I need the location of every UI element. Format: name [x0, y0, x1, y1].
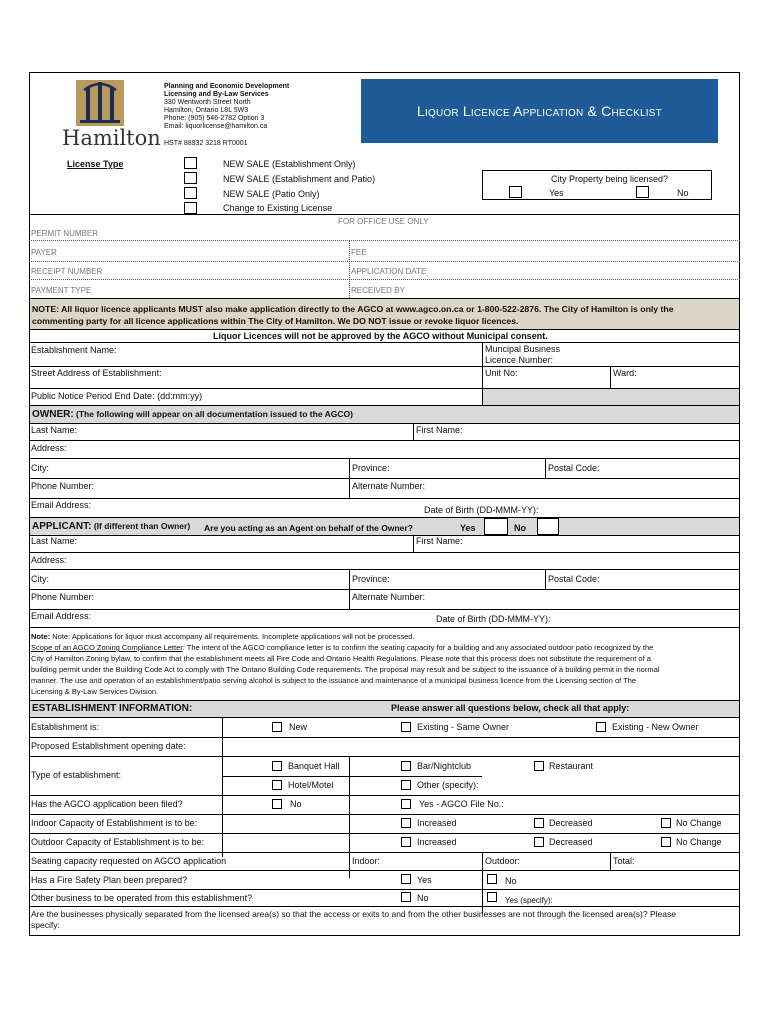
- applicant-last-name-label: Last Name:: [31, 536, 78, 546]
- applicant-first-name-label: First Name:: [416, 536, 463, 546]
- city-property-no-label: No: [677, 188, 689, 198]
- fire-plan-yes-label: Yes: [417, 875, 432, 885]
- title-banner: [361, 79, 718, 143]
- owner-dob-label: Date of Birth (DD-MMM-YY):: [424, 505, 539, 515]
- agco-filed-yes-label: Yes - AGCO File No.:: [419, 799, 504, 809]
- applicant-phone-label: Phone Number:: [31, 592, 95, 602]
- owner-postal-label: Postal Code:: [548, 463, 600, 473]
- office-use-heading: FOR OFFICE USE ONLY: [338, 217, 429, 226]
- other-business-no-label: No: [417, 893, 429, 903]
- seating-capacity-label: Seating capacity requested on AGCO application: [31, 856, 227, 866]
- agent-no-label: No: [514, 523, 526, 533]
- owner-email-label: Email Address:: [31, 500, 92, 510]
- outdoor-capacity-label: Outdoor Capacity of Establishment is to be:: [31, 837, 205, 847]
- checkbox-agco-filed-yes[interactable]: [401, 799, 411, 809]
- checkbox-existing-same-owner[interactable]: [401, 722, 411, 732]
- municipal-licence-label-2: Licence Number:: [485, 355, 554, 365]
- checkbox-indoor-increased[interactable]: [401, 818, 411, 828]
- license-option-1: NEW SALE (Establishment Only): [223, 159, 356, 169]
- owner-alt-number-label: Alternate Number:: [352, 481, 426, 491]
- owner-heading: OWNER: (The following will appear on all documentation issued to the AGCO): [32, 409, 353, 420]
- outdoor-decreased-label: Decreased: [549, 837, 593, 847]
- indoor-no-change-label: No Change: [676, 818, 722, 828]
- separated-question-line-2: specify:: [31, 920, 60, 930]
- owner-province-label: Province:: [352, 463, 390, 473]
- existing-new-owner-label: Existing - New Owner: [612, 722, 699, 732]
- applicant-address-label: Address:: [31, 555, 67, 565]
- checkbox-bar-nightclub[interactable]: [401, 761, 411, 771]
- checkbox-other-business-no[interactable]: [401, 892, 411, 902]
- payer-label: PAYER: [31, 248, 57, 257]
- applicant-email-label: Email Address:: [31, 611, 92, 621]
- city-property-yes-label: Yes: [549, 188, 564, 198]
- owner-first-name-label: First Name:: [416, 425, 463, 435]
- checkbox-city-property-yes[interactable]: [509, 186, 522, 198]
- notes-line-5: manner. The use and operation of an establishment/patio serving alcohol is subject to the issuance and maintenance of a municipal business licence from the Licensing section of The: [31, 676, 637, 685]
- outdoor-increased-label: Increased: [417, 837, 457, 847]
- outdoor-no-change-label: No Change: [676, 837, 722, 847]
- applicant-province-label: Province:: [352, 574, 390, 584]
- opening-date-label: Proposed Establishment opening date:: [31, 741, 186, 751]
- existing-same-owner-label: Existing - Same Owner: [417, 722, 510, 732]
- owner-address-label: Address:: [31, 443, 67, 453]
- checkbox-fire-plan-no[interactable]: [487, 874, 497, 884]
- notes-line-6: Licensing & By-Law Services Division.: [31, 687, 159, 696]
- checkbox-outdoor-increased[interactable]: [401, 837, 411, 847]
- license-option-2: NEW SALE (Establishment and Patio): [223, 174, 376, 184]
- agent-question: Are you acting as an Agent on behalf of the Owner?: [204, 523, 413, 533]
- bar-nightclub-label: Bar/Nightclub: [417, 761, 472, 771]
- license-type-label: License Type: [67, 159, 124, 169]
- logo-wordmark: Hamilton: [62, 126, 161, 150]
- checkbox-new-sale-patio[interactable]: [184, 187, 197, 199]
- unit-no-label: Unit No:: [485, 368, 518, 378]
- checkbox-other-type[interactable]: [401, 780, 411, 790]
- dept-phone: Phone: (905) 546-2782 Option 3: [164, 115, 265, 122]
- public-notice-shaded: [483, 389, 739, 405]
- received-by-label: RECEIVED BY: [351, 286, 405, 295]
- applicant-dob-label: Date of Birth (DD-MMM-YY):: [436, 614, 551, 624]
- other-business-yes-label: Yes (specify):: [505, 896, 553, 905]
- note-line-1: NOTE: All liquor licence applicants MUST also make application directly to the AGCO at www.agco.on.ca or 1-800-522-2876. The City of Hamilton is only the: [32, 304, 674, 314]
- fee-label: FEE: [351, 248, 367, 257]
- fire-plan-no-label: No: [505, 876, 517, 886]
- notes-line-4: building permit under the Building Code Act to comply with The Ontario Building Code requirements. The proposal may result and be subject to the issuance of a building permit in the normal: [31, 665, 660, 674]
- payment-type-label: PAYMENT TYPE: [31, 286, 92, 295]
- hotel-motel-label: Hotel/Motel: [288, 780, 334, 790]
- license-option-3: NEW SALE (Patio Only): [223, 189, 320, 199]
- applicant-postal-label: Postal Code:: [548, 574, 600, 584]
- checkbox-outdoor-decreased[interactable]: [534, 837, 544, 847]
- note-line-3: Liquor Licences will not be approved by the AGCO without Municipal consent.: [213, 331, 548, 341]
- municipal-licence-label-1: Muncipal Business: [485, 344, 561, 354]
- agco-filed-label: Has the AGCO application been filed?: [31, 799, 183, 809]
- checkbox-new-sale-est-patio[interactable]: [184, 172, 197, 184]
- checkbox-fire-plan-yes[interactable]: [401, 874, 411, 884]
- agent-yes-label: Yes: [460, 523, 476, 533]
- checkbox-restaurant[interactable]: [534, 761, 544, 771]
- dept-name: Planning and Economic Development: [164, 83, 290, 90]
- owner-last-name-label: Last Name:: [31, 425, 78, 435]
- owner-city-label: City:: [31, 463, 49, 473]
- page-title: Liquor Licence Application & Checklist: [417, 103, 662, 119]
- establishment-is-label: Establishment is:: [31, 722, 100, 732]
- hamilton-crest-icon: [56, 76, 154, 132]
- applicant-alt-number-label: Alternate Number:: [352, 592, 426, 602]
- owner-phone-label: Phone Number:: [31, 481, 95, 491]
- est-info-instruction: Please answer all questions below, check all that apply:: [391, 703, 630, 713]
- notes-line-3: City of Hamilton Zoning bylaw, to confirm that the establishment meets all Fire Code and Ontario Health Regulations. Please note that this process does not substitute the requirement of a: [31, 654, 651, 663]
- street-address-label: Street Address of Establishment:: [31, 368, 162, 378]
- checkbox-existing-new-owner[interactable]: [596, 722, 606, 732]
- seating-indoor-label: Indoor:: [352, 856, 381, 866]
- new-label: New: [289, 722, 308, 732]
- fire-safety-plan-label: Has a Fire Safety Plan been prepared?: [31, 875, 188, 885]
- city-property-question: City Property being licensed?: [551, 174, 669, 184]
- division-name: Licensing and By-Law Services: [164, 91, 269, 98]
- checkbox-agent-no[interactable]: [537, 518, 559, 535]
- seating-total-label: Total:: [613, 856, 635, 866]
- checkbox-indoor-no-change[interactable]: [661, 818, 671, 828]
- note-line-2: commenting party for all licence applications within The City of Hamilton. We DO NOT issue or revoke liquor licences.: [32, 316, 519, 326]
- checkbox-change-existing[interactable]: [184, 202, 197, 214]
- checkbox-other-business-yes[interactable]: [487, 892, 497, 902]
- checkbox-banquet-hall[interactable]: [272, 761, 282, 771]
- notes-line-2: Scope of an AGCO Zoning Compliance Letter: The intent of the AGCO compliance letter is to confirm the seating capacity for a building and any associated outdoor patio recognized by the: [31, 643, 654, 652]
- agco-filed-no-label: No: [290, 799, 302, 809]
- dept-address-1: 330 Wentworth Street North: [164, 99, 251, 106]
- checkbox-agent-yes[interactable]: [484, 518, 508, 535]
- permit-number-label: PERMIT NUMBER: [31, 229, 98, 238]
- separated-question-line-1: Are the businesses physically separated from the licensed area(s) so that the access or exits to and from the other businesses are not through the licensed area(s)? Please: [31, 909, 676, 919]
- license-option-4: Change to Existing License: [223, 203, 333, 213]
- establishment-name-label: Establishment Name:: [31, 345, 117, 355]
- checkbox-agco-filed-no[interactable]: [272, 799, 282, 809]
- indoor-increased-label: Increased: [417, 818, 457, 828]
- est-info-heading: ESTABLISHMENT INFORMATION:: [32, 703, 193, 714]
- public-notice-label: Public Notice Period End Date: (dd:mm:yy): [31, 391, 203, 401]
- checkbox-city-property-no[interactable]: [636, 186, 649, 198]
- checkbox-indoor-decreased[interactable]: [534, 818, 544, 828]
- dept-email: Email: liquorlicense@hamilton.ca: [164, 123, 268, 130]
- checkbox-hotel-motel[interactable]: [272, 780, 282, 790]
- dept-address-2: Hamilton, Ontario L8L 5W3: [164, 107, 249, 114]
- seating-outdoor-label: Outdoor:: [485, 856, 521, 866]
- checkbox-outdoor-no-change[interactable]: [661, 837, 671, 847]
- checkbox-new-sale-establishment[interactable]: [184, 157, 197, 169]
- notes-line-1: Note: Note: Applications for liquor must accompany all requirements. Incomplete applications will not be processed.: [31, 632, 415, 641]
- banquet-hall-label: Banquet Hall: [288, 761, 340, 771]
- receipt-number-label: RECEIPT NUMBER: [31, 267, 103, 276]
- type-of-establishment-label: Type of establishment:: [31, 770, 122, 780]
- checkbox-new[interactable]: [272, 722, 282, 732]
- applicant-city-label: City:: [31, 574, 49, 584]
- application-date-label: APPLICATION DATE: [351, 267, 427, 276]
- indoor-capacity-label: Indoor Capacity of Establishment is to be:: [31, 818, 198, 828]
- other-business-label: Other business to be operated from this establishment?: [31, 893, 253, 903]
- ward-label: Ward:: [613, 368, 637, 378]
- other-type-label: Other (specify):: [417, 780, 479, 790]
- city-logo: [56, 76, 161, 154]
- hst-number: HST# 88932 3218 RT0001: [164, 140, 248, 147]
- indoor-decreased-label: Decreased: [549, 818, 593, 828]
- applicant-heading: APPLICANT: (If different than Owner): [32, 521, 191, 532]
- restaurant-label: Restaurant: [549, 761, 594, 771]
